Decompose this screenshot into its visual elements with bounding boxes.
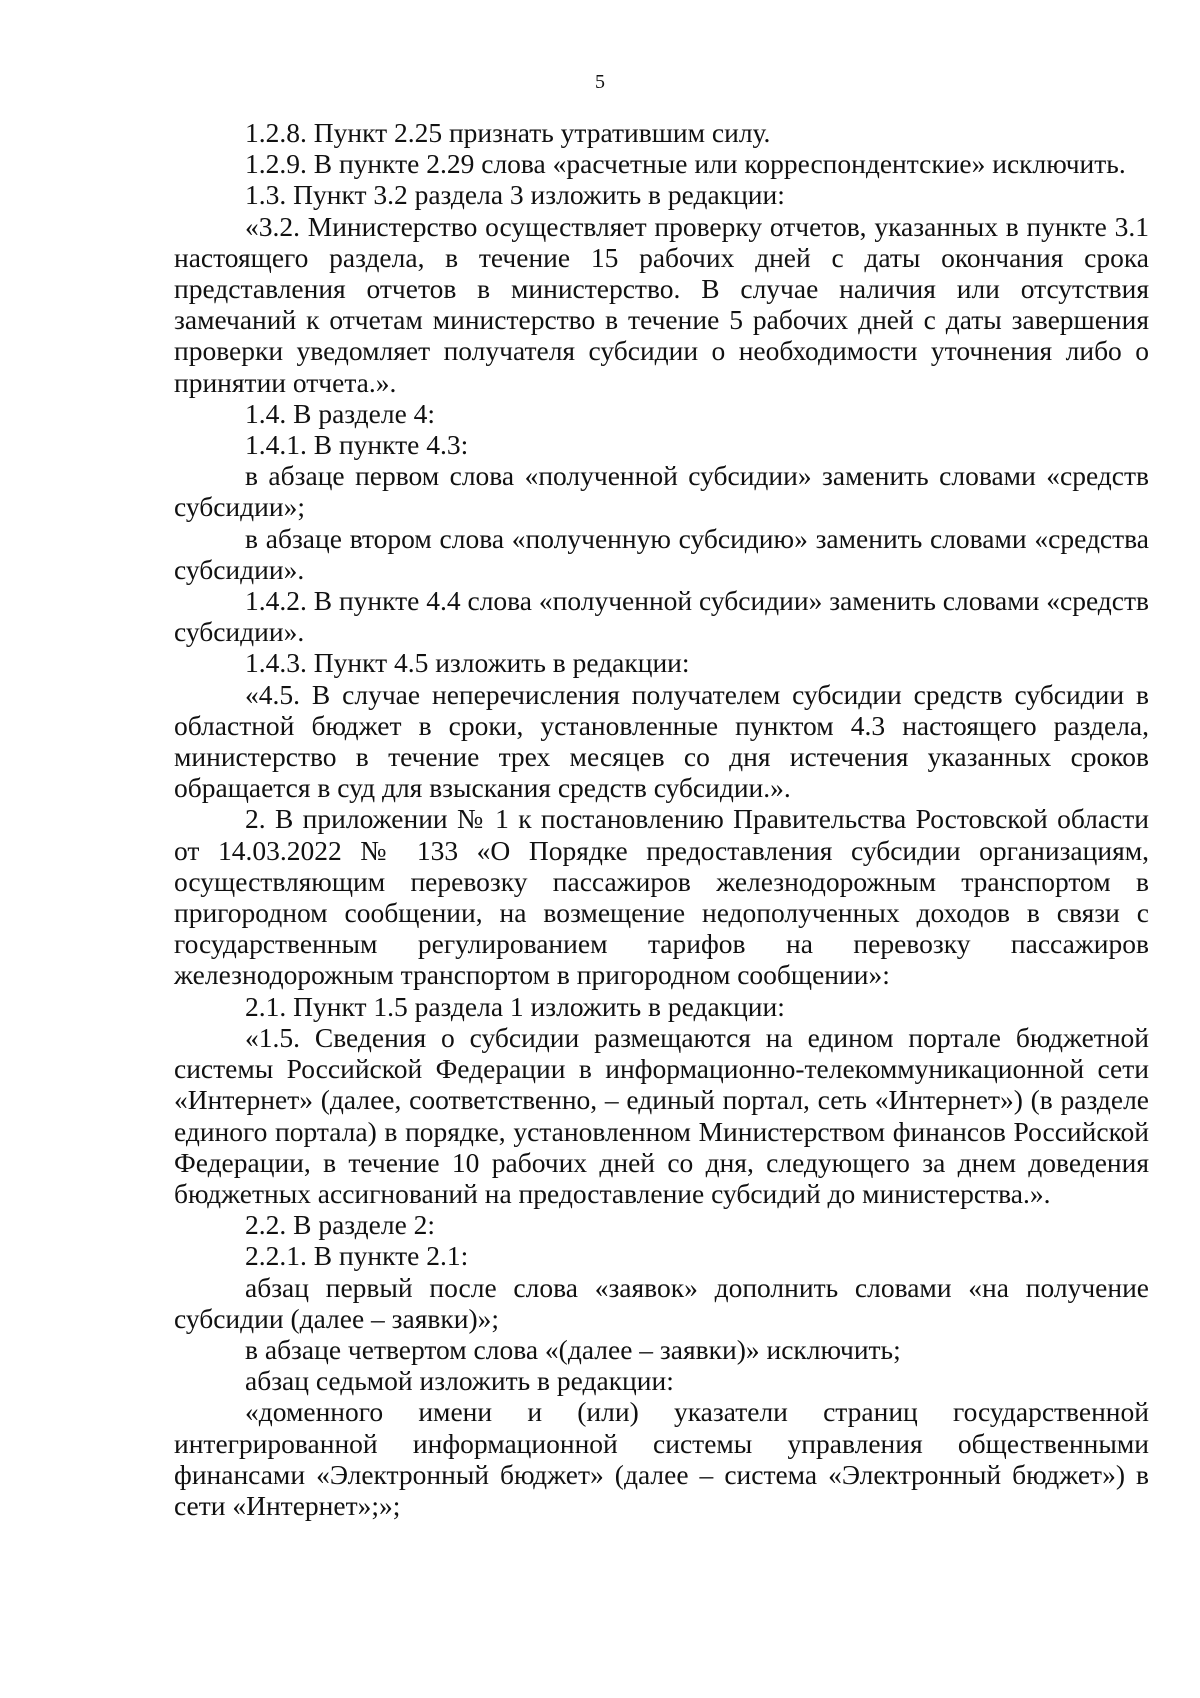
page-number: 5 [595,71,605,93]
paragraph-1-2-8: 1.2.8. Пункт 2.25 признать утратившим силу. [245,117,771,148]
paragraph-3-2-text: «3.2. Министерство осуществляет проверку отчетов, указанных в пункте 3.1 настоящего раздела, в течение 15 рабочих дней с даты окончания срока представления отчетов в министерство. В случае наличия или отсутствия замечаний к отчетам министерство в течение 5 рабочих дней с даты завершения проверки уведомляет получателя субсидии о необходимости уточнения либо о принятии отчета.». [174,210,1149,398]
paragraph-1-4-2: 1.4.2. В пункте 4.4 слова «полученной субсидии» заменить словами «средств субсидии». [174,585,1150,648]
paragraph-1-3: 1.3. Пункт 3.2 раздела 3 изложить в редакции: [245,179,785,211]
paragraph-abzac-chetvertyi: в абзаце четвертом слова «(далее – заявки)» исключить; [245,1333,901,1365]
paragraph-2-1: 2.1. Пункт 1.5 раздела 1 изложить в редакции: [245,990,785,1022]
paragraph-abzac-sedmoi: абзац седьмой изложить в редакции: [245,1365,674,1397]
paragraph-abzac-second: в абзаце втором слова «полученную субсидию» заменить словами «средства субсидии». [174,522,1149,585]
paragraph-4-5-text: «4.5. В случае неперечисления получателем субсидии средств субсидии в областной бюджет в сроки, установленные пунктом 4.3 настоящего раздела, министерство в течение трех месяцев со дня истечения указанных сроков обращается в суд для взыскания средств субсидии.». [174,678,1149,804]
paragraph-2-2: 2.2. В разделе 2: [245,1209,436,1241]
paragraph-1-4-1: 1.4.1. В пункте 4.3: [245,429,469,461]
paragraph-1-5-text: «1.5. Сведения о субсидии размещаются на едином портале бюджетной системы Российской Федерации в информационно-телекоммуникационной сети «Интернет» (далее, соответственно, – единый портал, сеть «Интернет») (в разделе единого портала) в порядке, установленном Министерством финансов Российской Федерации, в течение 10 рабочих дней со дня, следующего за днем доведения бюджетных ассигнований на предоставление субсидий до министерства.». [174,1021,1149,1209]
paragraph-1-4: 1.4. В разделе 4: [245,397,436,429]
document-body [174,117,1149,1521]
paragraph-abzac-pervyi: абзац первый после слова «заявок» дополнить словами «на получение субсидии (далее – заявки)»; [174,1271,1149,1334]
paragraph-1-4-3: 1.4.3. Пункт 4.5 изложить в редакции: [245,647,690,679]
paragraph-domain-text: «доменного имени и (или) указатели страниц государственной интегрированной информационной системы управления общественными финансами «Электронный бюджет» (далее – система «Электронный бюджет») в сети «Интернет»;»; [174,1396,1149,1521]
paragraph-2: 2. В приложении № 1 к постановлению Правительства Ростовской области от 14.03.2022 № 133 «О Порядке предоставления субсидии организациям, осуществляющим перевозку пассажиров железнодорожным транспортом в пригородном сообщении, на возмещение недополученных доходов в связи с государственным регулированием тарифов на перевозку пассажиров железнодорожным транспортом в пригородном сообщении»: [174,803,1149,991]
paragraph-abzac-first: в абзаце первом слова «полученной субсидии» заменить словами «средств субсидии»; [174,460,1149,523]
paragraph-2-2-1: 2.2.1. В пункте 2.1: [245,1240,469,1272]
paragraph-1-2-9: 1.2.9. В пункте 2.29 слова «расчетные или корреспондентские» исключить. [245,148,1126,180]
